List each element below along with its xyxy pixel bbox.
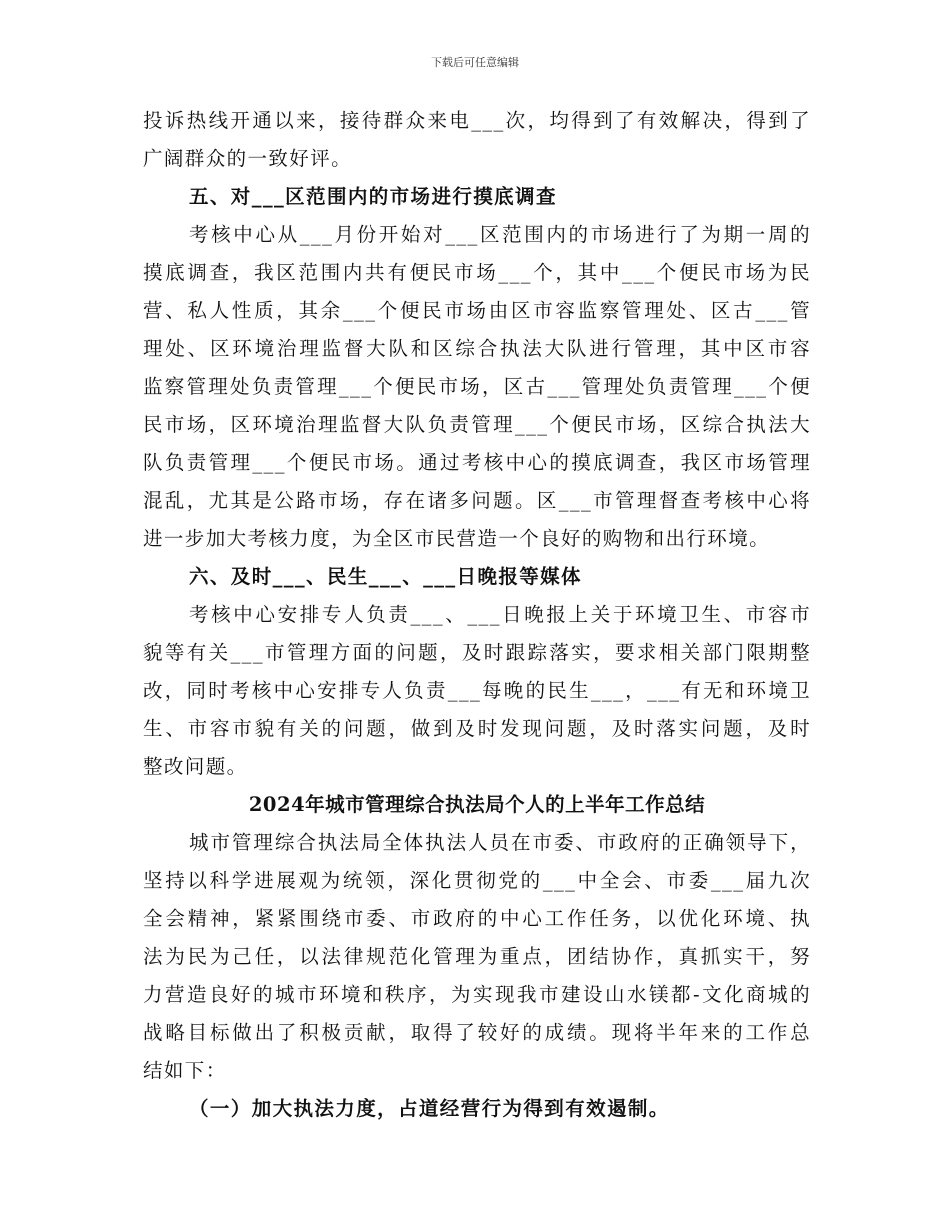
paragraph-line: 力营造良好的城市环境和秩序，为实现我市建设山水镁都-文化商城的 xyxy=(143,983,811,1006)
paragraph-line: 结如下： xyxy=(143,1059,227,1082)
subsection-heading-1: （一）加大执法力度，占道经营行为得到有效遏制。 xyxy=(189,1097,670,1120)
section-heading-6: 六、及时___、民生___、___日晚报等媒体 xyxy=(189,565,582,588)
paragraph-line: 营、私人性质，其余___个便民市场由区市容监察管理处、区古___管 xyxy=(143,299,811,322)
paragraph-line: 整改问题。 xyxy=(143,755,248,778)
paragraph-line: 生、市容市貌有关的问题，做到及时发现问题，及时落实问题，及时 xyxy=(143,717,811,740)
paragraph-line: 混乱，尤其是公路市场，存在诸多问题。区___市管理督查考核中心将 xyxy=(143,489,811,512)
page-header-note: 下载后可任意编辑 xyxy=(431,56,519,69)
paragraph-line: 民市场，区环境治理监督大队负责管理___个便民市场，区综合执法大 xyxy=(143,413,811,436)
paragraph-line: 考核中心从___月份开始对___区范围内的市场进行了为期一周的 xyxy=(189,223,811,246)
document-body xyxy=(143,102,811,1128)
paragraph-line: 考核中心安排专人负责___、___日晚报上关于环境卫生、市容市 xyxy=(189,603,811,626)
paragraph-line: 坚持以科学进展观为统领，深化贯彻党的___中全会、市委___届九次 xyxy=(143,869,811,892)
paragraph-line: 投诉热线开通以来，接待群众来电___次，均得到了有效解决，得到了 xyxy=(143,109,811,132)
paragraph-line: 法为民为己任，以法律规范化管理为重点，团结协作，真抓实干，努 xyxy=(143,945,811,968)
document-title: 2024年城市管理综合执法局个人的上半年工作总结 xyxy=(248,793,706,816)
paragraph-line: 理处、区环境治理监督大队和区综合执法大队进行管理，其中区市容 xyxy=(143,337,811,360)
paragraph-line: 改，同时考核中心安排专人负责___每晚的民生___，___有无和环境卫 xyxy=(143,679,811,702)
paragraph-line: 战略目标做出了积极贡献，取得了较好的成绩。现将半年来的工作总 xyxy=(143,1021,811,1044)
paragraph-line: 全会精神，紧紧围绕市委、市政府的中心工作任务，以优化环境、执 xyxy=(143,907,811,930)
paragraph-line: 监察管理处负责管理___个便民市场，区古___管理处负责管理___个便 xyxy=(143,375,811,398)
paragraph-line: 摸底调查，我区范围内共有便民市场___个，其中___个便民市场为民 xyxy=(143,261,811,284)
paragraph-line: 队负责管理___个便民市场。通过考核中心的摸底调查，我区市场管理 xyxy=(143,451,811,474)
paragraph-line: 貌等有关___市管理方面的问题，及时跟踪落实，要求相关部门限期整 xyxy=(143,641,811,664)
section-heading-5: 五、对___区范围内的市场进行摸底调查 xyxy=(189,185,557,208)
paragraph-line: 进一步加大考核力度，为全区市民营造一个良好的购物和出行环境。 xyxy=(143,527,771,550)
paragraph-line: 城市管理综合执法局全体执法人员在市委、市政府的正确领导下， xyxy=(189,831,811,854)
paragraph-line: 广阔群众的一致好评。 xyxy=(143,147,353,170)
